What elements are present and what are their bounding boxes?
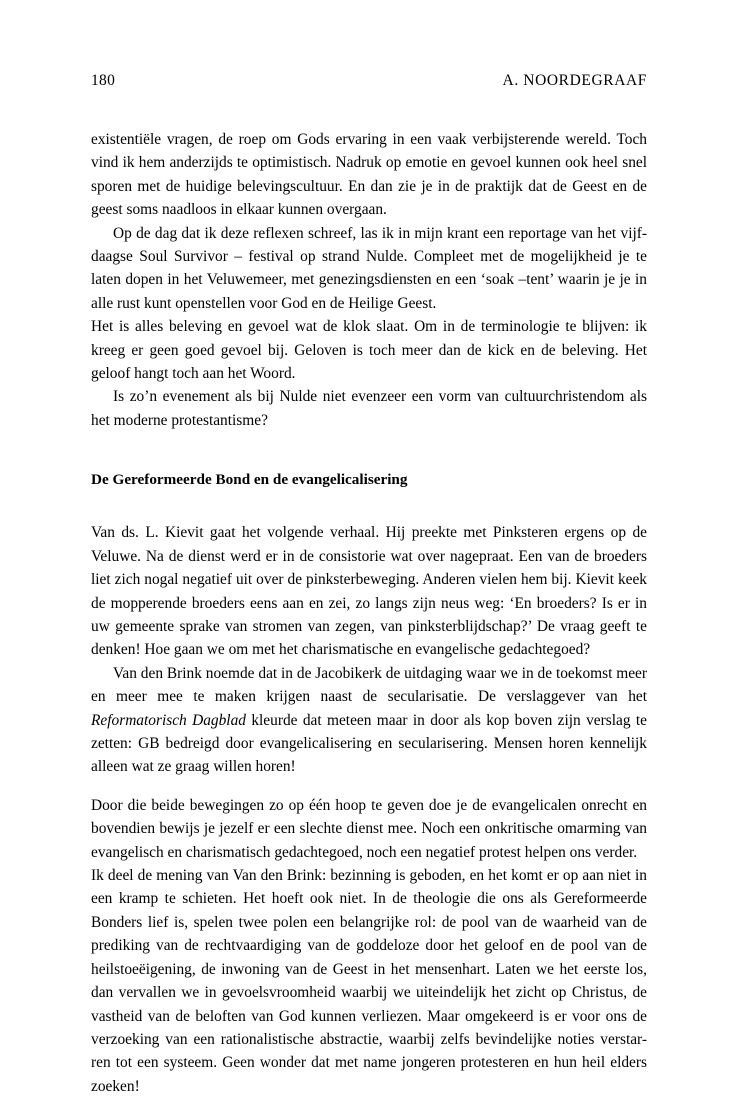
paragraph-6-part-a: Van den Brink noemde dat in de Jacobikerk de uitdaging waar we in de toekomst meer en meer mee te maken krijgen naast de secularisatie. De verslaggever van het: [91, 664, 647, 706]
paragraph-6: [91, 662, 647, 779]
paragraph-2: Op de dag dat ik deze reflexen schreef, las ik in mijn krant een reportage van het vijf-daagse Soul Survivor – festival op strand Nulde. Compleet met de mogelijkheid je te laten dopen in het Veluwemeer, met genezingsdiensten en een ‘soak –tent’ waarin je je in alle rust kunt openstellen voor God en de Heilige Geest.: [91, 224, 647, 312]
running-title: A. NOORDEGRAAF: [502, 72, 647, 89]
paragraph-3: Het is alles beleving en gevoel wat de klok slaat. Om in de terminologie te blijven: ik kreeg er geen goed gevoel bij. Geloven is toch meer dan de kick en de beleving. Het geloof hangt toch aan het Woord.: [91, 318, 647, 383]
spacer-after-heading: [91, 491, 647, 521]
paragraph-6-part-b: kleurde dat meteen maar in door als kop boven zijn verslag te zetten: GB bedreigd door evangelicalisering en secularisering. Mensen horen kennelijk alleen wat ze graag willen horen!: [91, 711, 647, 776]
journal-title: Reformatorisch Dagblad: [91, 711, 246, 729]
page-number: 180: [91, 72, 116, 89]
paragraph-1: existentiële vragen, de roep om Gods ervaring in een vaak verbijsterende wereld. Toch vind ik hem anderzijds te optimistisch. Nadruk op emotie en gevoel kunnen ook heel snel sporen met de huidige belevingscultuur. En dan zie je in de praktijk dat de Geest en de geest soms naadloos in elkaar kunnen overgaan.: [91, 131, 647, 219]
page-header: [91, 72, 647, 90]
paragraph-5: Van ds. L. Kievit gaat het volgende verhaal. Hij preekte met Pinksteren ergens op de Veluwe. Na de dienst werd er in de consistorie wat over nagepraat. Een van de broeders liet zich nogal negatief uit over de pinksterbeweging. Anderen vielen hem bij. Kievit keek de mopperende broeders eens aan en zei, zo langs zijn neus weg: ‘En broeders? Is er in uw gemeente sprake van stromen van zegen, van pinksterblijdschap?’ De vraag geeft te denken! Hoe gaan we om met het charismatische en evangelische gedachtegoed?: [91, 524, 647, 659]
spacer-paragraph: [91, 779, 647, 794]
spacer-before-heading: [91, 432, 647, 468]
paragraph-4: Is zo’n evenement als bij Nulde niet evenzeer een vorm van cultuurchristendom als het moderne protestantisme?: [91, 388, 647, 429]
section-heading: De Gereformeerde Bond en de evangelicalisering: [91, 471, 408, 489]
page-body: [91, 128, 647, 1098]
paragraph-8: Ik deel de mening van Van den Brink: bezinning is geboden, en het komt er op aan niet in een kramp te schieten. Het hoeft ook niet. In de theologie die ons als Gereformeerde Bonders lief is, spelen twee polen een belangrijke rol: de pool van de waarheid van de prediking van de rechtvaardiging van de goddeloze door het geloof en de pool van de heilstoeëigening, de inwoning van de Geest in het mensenhart. Laten we het eerste los, dan vervallen we in gevoelsvroomheid waarbij we uiteindelijk het zicht op Christus, de vastheid van de beloften van God kunnen verliezen. Maar omgekeerd is er voor ons de verzoeking van een rationalistische abstractie, waarbij zelfs bevindelijke noties verstar-ren tot een systeem. Geen wonder dat met name jongeren protesteren en hun heil elders zoeken!: [91, 867, 647, 1095]
paragraph-7: Door die beide bewegingen zo op één hoop te geven doe je de evangelicalen onrecht en bovendien bewijs je jezelf er een slechte dienst mee. Noch een onkritische omarming van evangelisch en charismatisch gedachtegoed, noch een negatief protest helpen ons verder.: [91, 796, 647, 861]
